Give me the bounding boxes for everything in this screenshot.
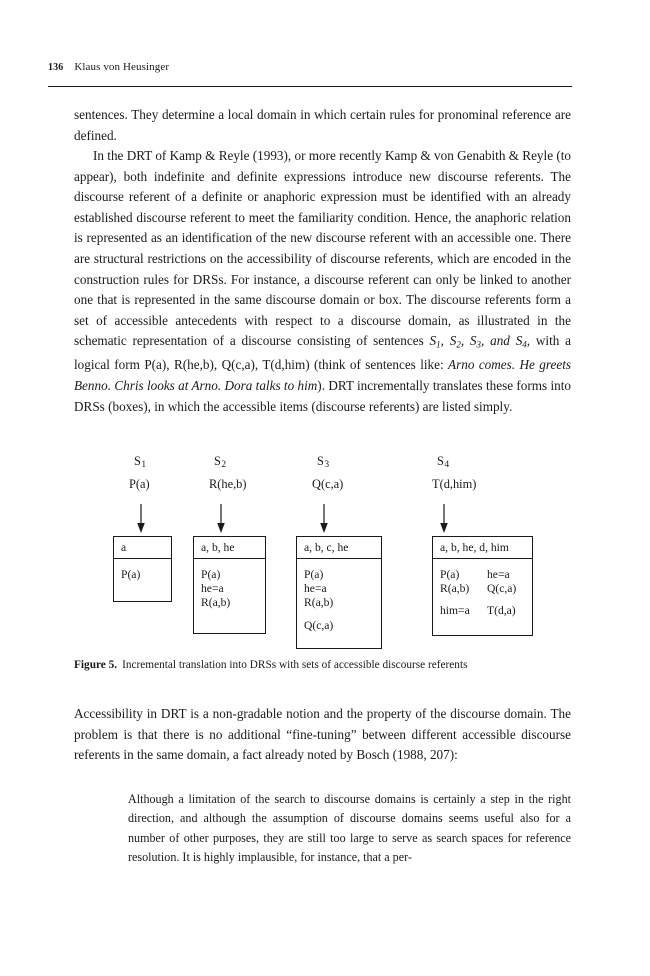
sentence-conjunction: , and [481, 333, 516, 349]
down-arrow-svg-2 [214, 504, 228, 534]
drs-condition: R(a,b) [304, 596, 334, 610]
drs-universe-4: a, b, he, d, him [433, 537, 532, 559]
drs-condition: T(d,a) [487, 604, 516, 618]
sentence-label-1 [134, 454, 146, 470]
sentence-label-4 [437, 454, 449, 470]
figure-caption [74, 658, 574, 673]
drs-condition-gap [304, 611, 374, 619]
down-arrow-icon-1 [134, 504, 148, 539]
drs-condition-row [440, 568, 525, 582]
down-arrow-icon-3 [317, 504, 331, 539]
drs-condition: P(a) [201, 568, 221, 581]
paragraph-drt [74, 146, 571, 417]
drs-conditions-3 [297, 559, 381, 648]
sentence-separator-2: , [460, 333, 470, 349]
drs-universe-3: a, b, c, he [297, 537, 381, 559]
figure-caption-label: Figure 5. [74, 659, 118, 671]
formula-4: T(d,him) [432, 477, 477, 491]
paragraph-drt-part-a: In the DRT of Kamp & Reyle (1993), or more recently Kamp & von Genabith & Reyle (to appear), both indefinite and definite expressions introduce new discourse referents. The discourse referent of a definite or anaphoric expression must be identified with an already established discourse referent to meet the familiarity condition. Hence, the anaphoric relation is represented as an identification of the new discourse referent with an accessible one. There are structural restrictions on the accessibility of discourse referents, which are encoded in the construction rules for DRSs. For instance, a discourse referent can only be linked to another one that is represented in the same discourse domain or box. The discourse referents form a set of accessible antecedents with respect to a discourse domain, as illustrated in the schematic representation of a discourse consisting of sentences [74, 148, 571, 349]
drs-condition: R(a,b) [440, 582, 470, 596]
drs-universe-2: a, b, he [194, 537, 265, 559]
drs-condition: he=a [201, 582, 224, 596]
drs-box-3 [296, 536, 382, 649]
running-head-rule [48, 86, 572, 87]
sentence-separator-1: , [440, 333, 450, 349]
drs-conditions-4 [433, 559, 532, 635]
sentence-symbol-s3: S [469, 333, 477, 349]
down-arrow-svg-4 [437, 504, 451, 534]
paragraph-continuation: sentences. They determine a local domain in which certain rules for pronominal reference are defined. [74, 107, 571, 143]
formula-2: R(he,b) [209, 477, 247, 491]
drs-condition-gap [440, 596, 525, 604]
formula-3: Q(c,a) [312, 477, 344, 491]
paragraph-block-3 [74, 704, 571, 766]
drs-box-2 [193, 536, 266, 634]
running-head-author: Klaus von Heusinger [74, 61, 170, 73]
block-quote: Although a limitation of the search to discourse domains is certainly a step in the right direction, and although the assumption of discourse domains seems useful also for a number of other purposes, they are still too large to serve as search spaces for reference resolution. It is highly implausible, for instance, that a per- [128, 792, 571, 864]
formula-1: P(a) [129, 477, 150, 491]
drs-condition: Q(c,a) [487, 582, 517, 596]
page-number: 136 [48, 62, 64, 73]
drs-universe-1: a [114, 537, 171, 559]
drs-box-1 [113, 536, 172, 602]
drs-condition: him=a [440, 604, 470, 618]
drs-condition: he=a [304, 582, 327, 596]
figure-caption-text: Incremental translation into DRSs with sets of accessible discourse referents [122, 659, 468, 671]
sentence-label-4-text: S [437, 454, 444, 468]
sentence-symbol-s4-index: 4 [522, 339, 527, 350]
drs-conditions-1 [114, 559, 171, 601]
drs-condition: P(a) [304, 568, 324, 581]
sentence-label-2-index: 2 [221, 459, 227, 470]
drs-condition-row [440, 582, 525, 596]
sentence-label-2-text: S [214, 454, 221, 468]
drs-box-4 [432, 536, 533, 636]
example-sentences: Arno comes. He greets Benno. Chris looks at Arno. Dora talks to him [74, 357, 571, 394]
paragraph-accessibility: Accessibility in DRT is a non-gradable notion and the property of the discourse domain. The problem is that there is no additional “fine-tuning” between different accessible discourse referents in the same domain, a fact already noted by Bosch (1988, 207): [74, 706, 571, 763]
sentence-label-1-index: 1 [141, 459, 147, 470]
figure-5 [0, 450, 650, 650]
sentence-label-2 [214, 454, 226, 470]
drs-condition: he=a [487, 568, 510, 581]
sentence-label-4-index: 4 [444, 459, 450, 470]
drs-condition: R(a,b) [201, 596, 231, 610]
drs-condition: P(a) [121, 568, 141, 581]
sentence-symbol-s2-index: 2 [456, 339, 461, 350]
sentence-label-1-text: S [134, 454, 141, 468]
drs-condition: P(a) [440, 568, 460, 581]
sentence-label-3-text: S [317, 454, 324, 468]
down-arrow-icon-2 [214, 504, 228, 539]
drs-condition: Q(c,a) [304, 618, 334, 632]
paragraph-block-1 [74, 105, 571, 146]
down-arrow-svg-1 [134, 504, 148, 534]
drs-condition-row [440, 604, 525, 618]
down-arrow-svg-3 [317, 504, 331, 534]
sentence-symbol-s1-index: 1 [436, 339, 441, 350]
drs-conditions-2 [194, 559, 265, 633]
paragraph-block-2 [74, 146, 571, 417]
sentence-symbol-s2: S [449, 333, 457, 349]
sentence-symbol-s1: S [429, 333, 437, 349]
sentence-label-3 [317, 454, 329, 470]
down-arrow-icon-4 [437, 504, 451, 539]
running-head [48, 61, 572, 73]
sentence-symbol-s4: S [515, 333, 523, 349]
paragraph-drt-part-b: , with a logical form P(a), R(he,b), Q(c,a), T(d,him) (think of sentences like: [74, 333, 572, 373]
sentence-symbol-s3-index: 3 [476, 339, 482, 350]
paragraph-drt-part-c: ). DRT incrementally translates these forms into DRSs (boxes), in which the accessible items (discourse referents) are listed simply. [74, 378, 572, 414]
sentence-label-3-index: 3 [324, 459, 330, 470]
